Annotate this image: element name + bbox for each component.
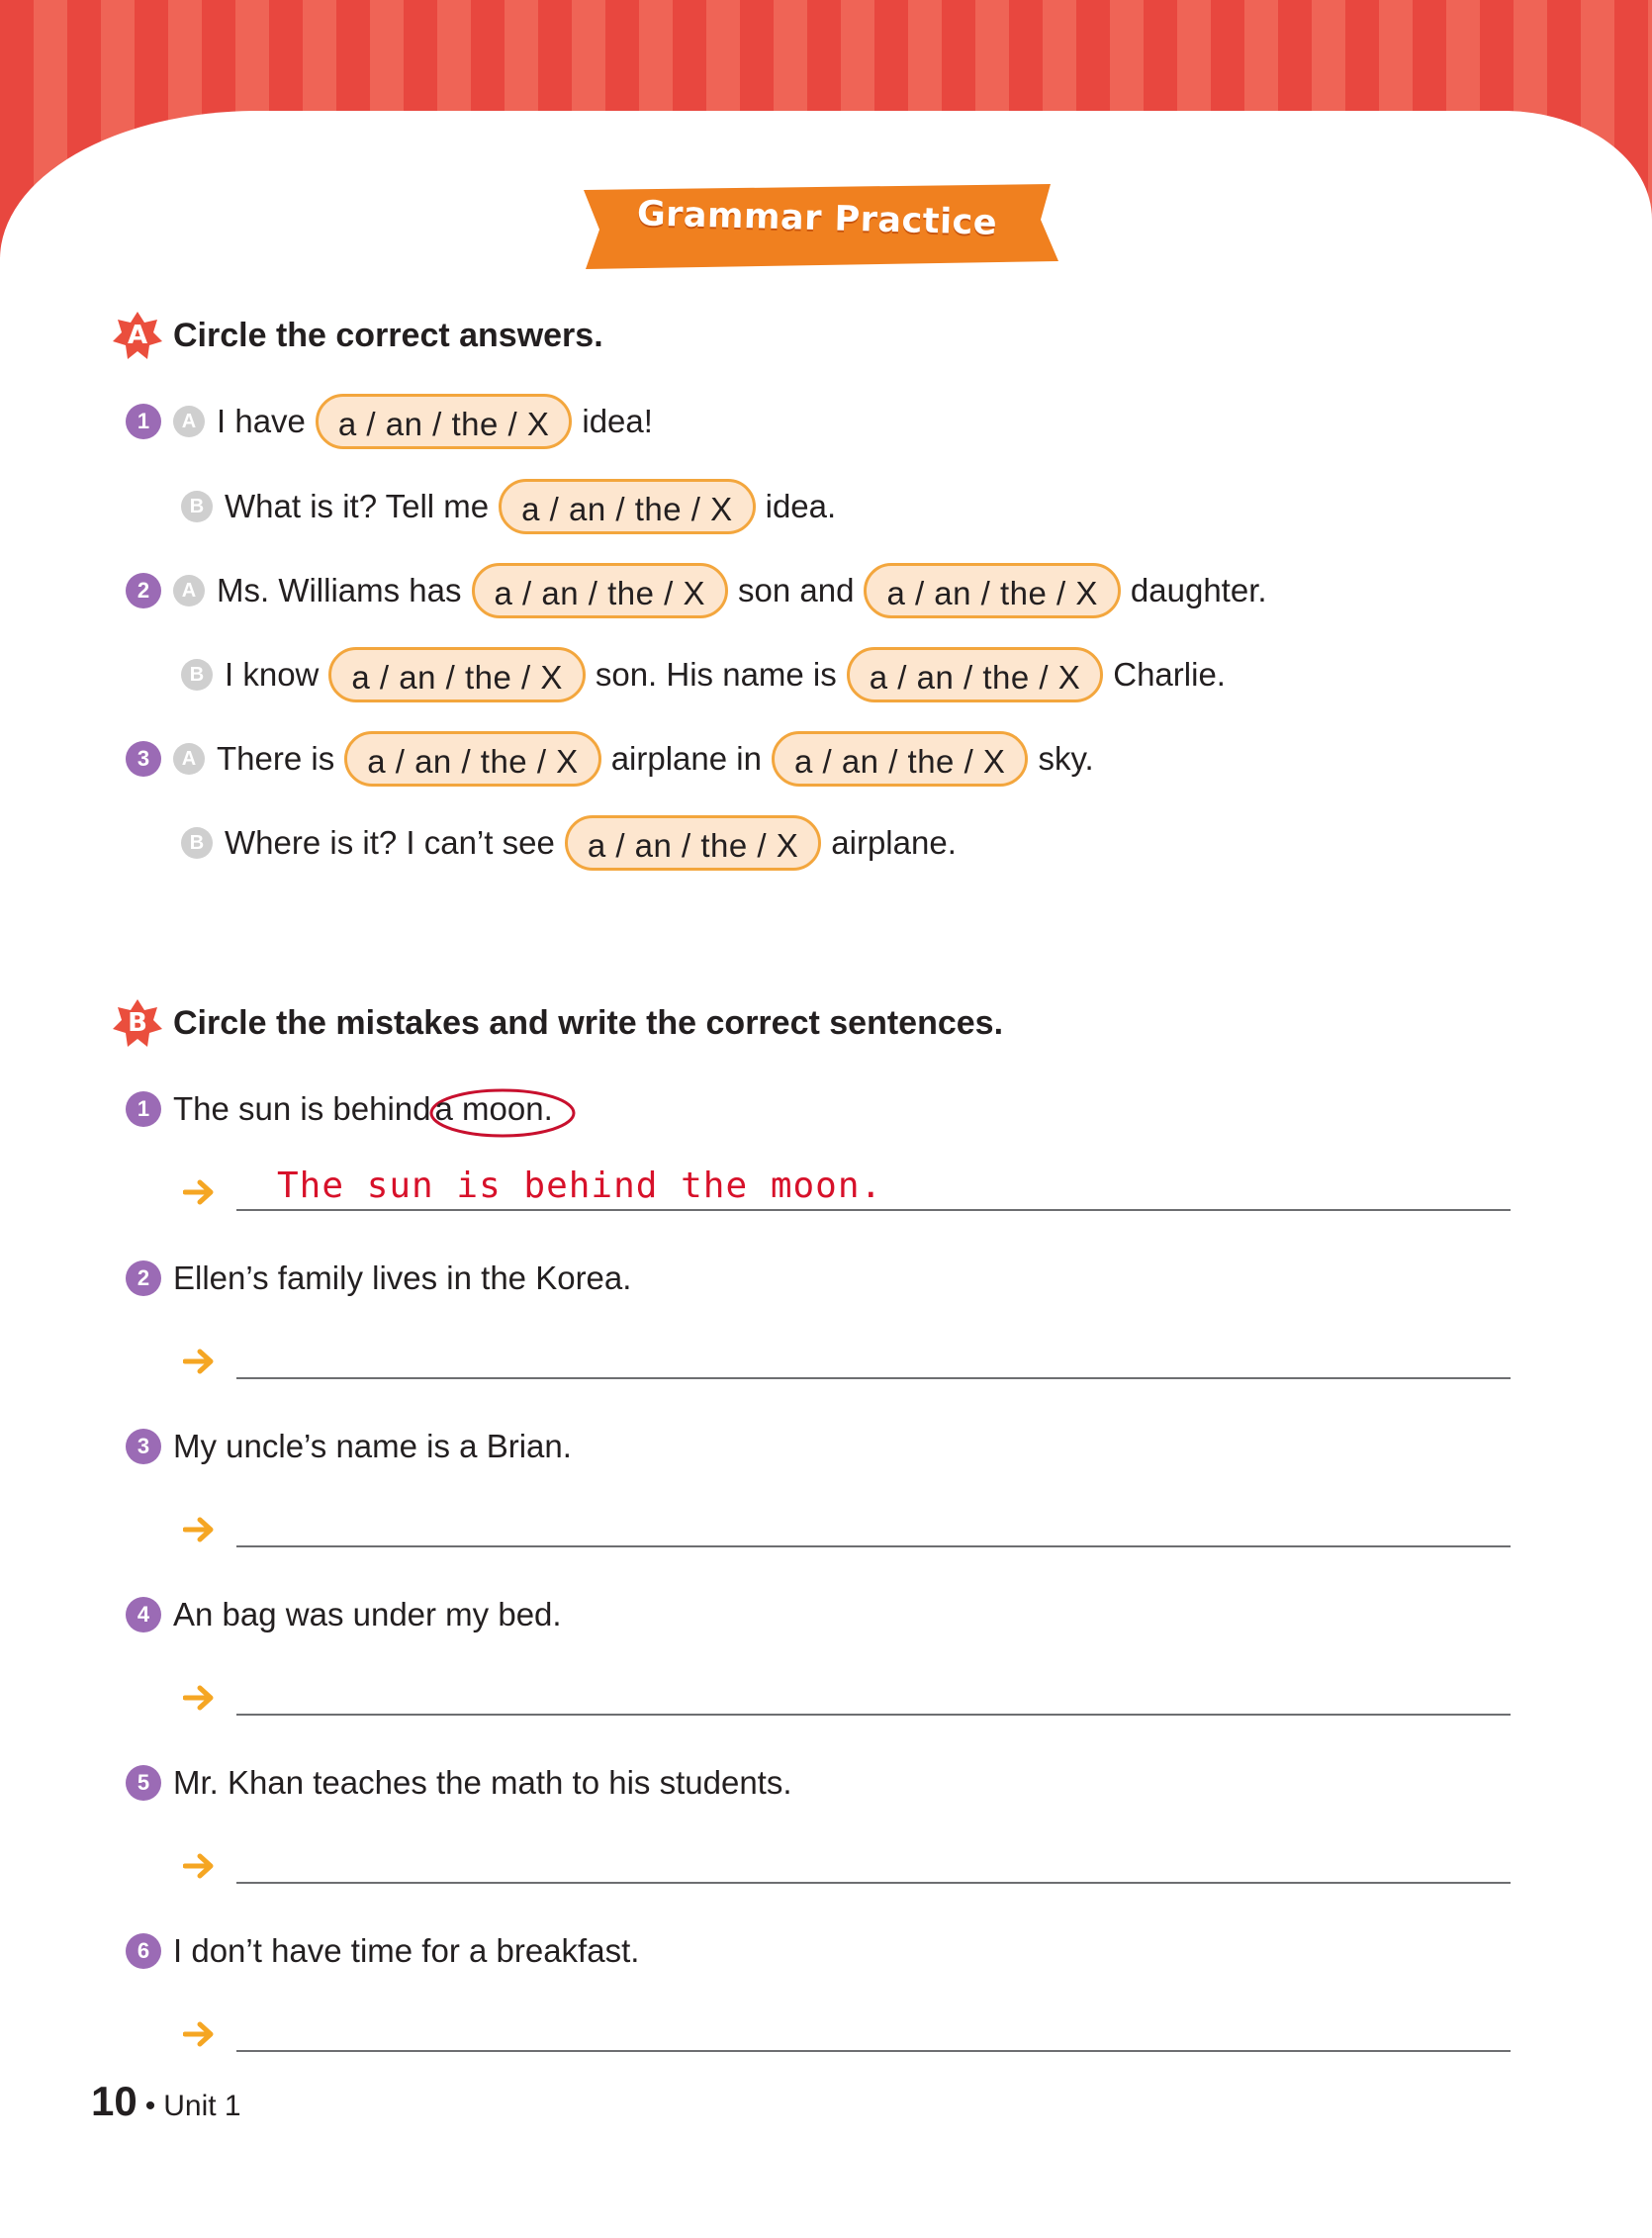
sentence-text: My uncle’s name is a Brian. (173, 1428, 572, 1464)
a3a-row (126, 727, 1098, 791)
sentence-text: What is it? Tell me (225, 488, 490, 524)
arrow-right-icon (183, 1347, 217, 1376)
arrow-right-icon (183, 1515, 217, 1544)
sentence-text: There is (217, 740, 335, 777)
answer-line[interactable] (236, 1209, 1511, 1211)
a1a-row (126, 390, 657, 453)
sentence-text: An bag was under my bed. (173, 1596, 562, 1632)
sentence-text: Where is it? I can’t see (225, 824, 555, 861)
sentence-text: Ellen’s family lives in the Korea. (173, 1259, 632, 1296)
page-footer (91, 2078, 241, 2125)
sub-label-badge: A (173, 406, 205, 437)
sub-label-badge: A (173, 743, 205, 775)
sentence-text: I don’t have time for a breakfast. (173, 1932, 640, 1969)
answer-choice-pill[interactable]: a / an / the / X (772, 731, 1028, 787)
arrow-right-icon (183, 1177, 217, 1207)
item-number-badge: 3 (126, 741, 161, 777)
answer-choice-pill[interactable]: a / an / the / X (847, 647, 1103, 702)
sentence-text: Mr. Khan teaches the math to his students. (173, 1764, 792, 1801)
sentence-text: idea! (582, 403, 653, 439)
a1b-row (181, 475, 840, 538)
section-a-header (112, 311, 603, 360)
answer-choice-pill[interactable]: a / an / the / X (864, 563, 1120, 618)
b1-row (126, 1077, 553, 1141)
grammar-practice-banner (576, 184, 1058, 269)
answer-line[interactable] (236, 2050, 1511, 2052)
sentence-text: airplane. (831, 824, 957, 861)
a2b-row (181, 643, 1230, 706)
answer-line[interactable] (236, 1377, 1511, 1379)
sentence-text: idea. (765, 488, 837, 524)
item-number-badge: 6 (126, 1933, 161, 1969)
sentence-text: son and (738, 572, 855, 608)
arrow-right-icon (183, 1851, 217, 1881)
footer-separator: • (144, 2090, 156, 2122)
unit-label: Unit 1 (163, 2090, 241, 2122)
sentence-text: sky. (1038, 740, 1094, 777)
answer-choice-pill[interactable]: a / an / the / X (565, 815, 821, 871)
b4-row (126, 1583, 566, 1646)
b3-row (126, 1415, 576, 1478)
written-answer: The sun is behind the moon. (277, 1166, 883, 1206)
page-number: 10 (91, 2078, 138, 2124)
arrow-right-icon (183, 2019, 217, 2049)
circled-mistake (435, 1090, 553, 1128)
item-number-badge: 2 (126, 573, 161, 608)
answer-line[interactable] (236, 1714, 1511, 1716)
answer-line[interactable] (236, 1545, 1511, 1547)
sentence-text: airplane in (610, 740, 762, 777)
section-b-star-icon (112, 997, 163, 1049)
section-b-header (112, 998, 1003, 1048)
sentence-text: I know (225, 656, 320, 693)
answer-line[interactable] (236, 1882, 1511, 1884)
item-number-badge: 5 (126, 1765, 161, 1801)
answer-choice-pill[interactable]: a / an / the / X (499, 479, 755, 534)
b5-row (126, 1751, 796, 1815)
answer-choice-pill[interactable]: a / an / the / X (316, 394, 572, 449)
sub-label-badge: A (173, 575, 205, 606)
b2-row (126, 1247, 635, 1310)
sentence-text: son. His name is (595, 656, 837, 693)
sub-label-badge: B (181, 491, 213, 522)
banner-title: Grammar Practice (636, 194, 998, 243)
sentence-text: I have (217, 403, 306, 439)
item-number-badge: 1 (126, 1091, 161, 1127)
section-a-letter: A (127, 321, 148, 350)
section-b-letter: B (128, 1008, 147, 1038)
arrow-right-icon (183, 1683, 217, 1713)
item-number-badge: 3 (126, 1429, 161, 1464)
b6-row (126, 1919, 643, 1983)
a2a-row (126, 559, 1271, 622)
sub-label-badge: B (181, 827, 213, 859)
item-number-badge: 4 (126, 1597, 161, 1632)
section-a-title: Circle the correct answers. (173, 316, 603, 354)
answer-choice-pill[interactable]: a / an / the / X (472, 563, 728, 618)
a3b-row (181, 811, 961, 875)
sub-label-badge: B (181, 659, 213, 691)
answer-choice-pill[interactable]: a / an / the / X (328, 647, 585, 702)
sentence-text: The sun is behind (173, 1090, 431, 1127)
item-number-badge: 1 (126, 404, 161, 439)
section-a-star-icon (112, 310, 163, 361)
item-number-badge: 2 (126, 1260, 161, 1296)
section-b-title: Circle the mistakes and write the correct sentences. (173, 1003, 1004, 1042)
sentence-text: Charlie. (1113, 656, 1226, 693)
circled-text: a moon. (434, 1090, 553, 1127)
sentence-text: daughter. (1130, 572, 1267, 608)
sentence-text: Ms. Williams has (217, 572, 462, 608)
answer-choice-pill[interactable]: a / an / the / X (344, 731, 600, 787)
